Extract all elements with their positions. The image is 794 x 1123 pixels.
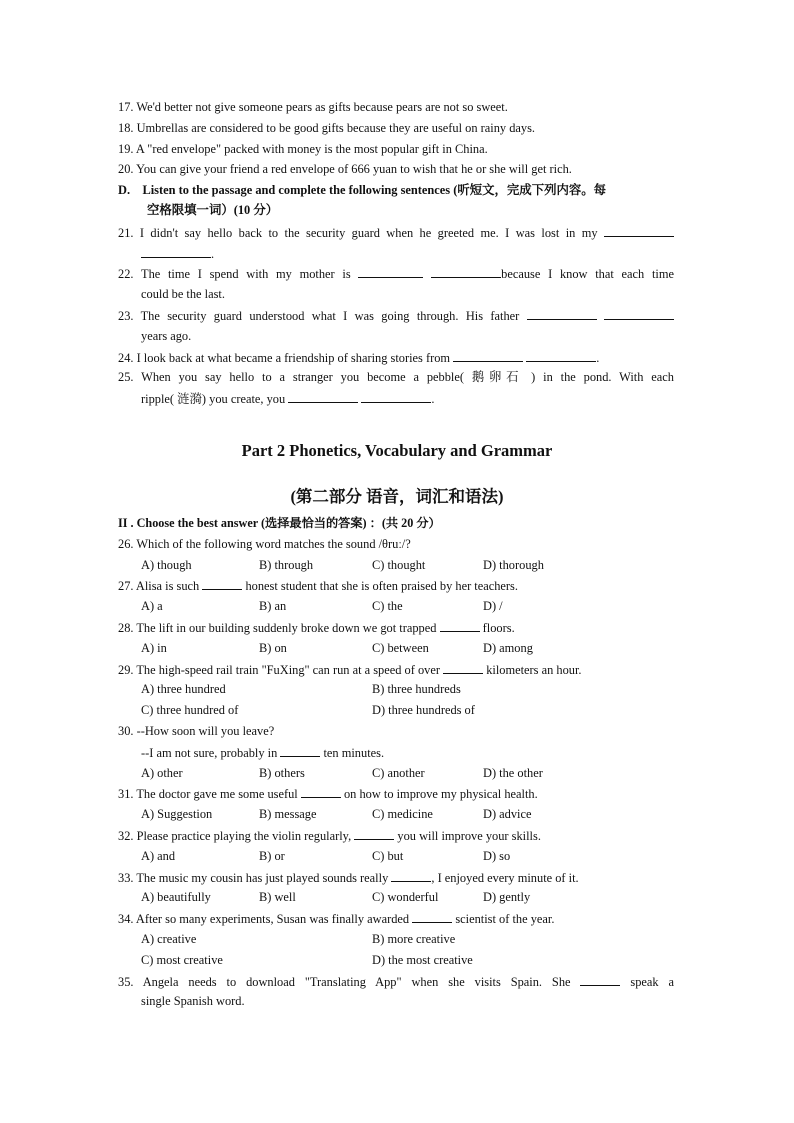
question-23	[118, 308, 674, 324]
option-d[interactable]: D) thorough	[483, 558, 544, 572]
question-35	[118, 974, 674, 990]
question-27	[118, 578, 674, 594]
answer-blank[interactable]	[443, 662, 483, 674]
question-21-cont	[141, 246, 674, 262]
question-30-text: --I am not sure, probably in	[141, 746, 278, 760]
option-b[interactable]: B) three hundreds	[372, 682, 461, 696]
question-22-mid: because I know that each time	[501, 267, 674, 281]
answer-blank[interactable]	[141, 246, 211, 258]
question-18: 18. Umbrellas are considered to be good gifts because they are useful on rainy days.	[118, 121, 536, 135]
question-28-rest: floors.	[482, 621, 515, 635]
question-35-rest: speak a	[630, 975, 674, 989]
question-24-end: .	[596, 351, 600, 365]
option-c[interactable]: C) most creative	[141, 953, 223, 967]
section-d-line1: Listen to the passage and complete the following sentences (听短文，完成下列内容。每	[142, 183, 607, 197]
question-25-text: ripple( 涟漪) you create, you	[141, 392, 286, 406]
question-30-rest: ten minutes.	[323, 746, 385, 760]
question-33-rest: , I enjoyed every minute of it.	[431, 871, 579, 885]
question-30-cont	[141, 745, 674, 761]
question-21-end: .	[211, 247, 215, 261]
question-25-end: .	[431, 392, 435, 406]
question-29-rest: kilometers an hour.	[486, 663, 582, 677]
answer-blank[interactable]	[526, 350, 596, 362]
question-27-rest: honest student that she is often praised by her teachers.	[245, 579, 518, 593]
question-34	[118, 911, 674, 927]
option-c[interactable]: C) but	[372, 849, 404, 863]
question-23-cont: years ago.	[141, 329, 192, 343]
option-d[interactable]: D) /	[483, 599, 503, 613]
option-c[interactable]: C) wonderful	[372, 890, 439, 904]
option-b[interactable]: B) or	[259, 849, 285, 863]
answer-blank[interactable]	[431, 266, 501, 278]
question-32	[118, 828, 674, 844]
answer-blank[interactable]	[354, 828, 394, 840]
question-21	[118, 225, 674, 241]
question-28-text: 28. The lift in our building suddenly broke down we got trapped	[118, 621, 437, 635]
option-c[interactable]: C) three hundred of	[141, 703, 239, 717]
option-b[interactable]: B) through	[259, 558, 314, 572]
answer-blank[interactable]	[361, 391, 431, 403]
question-29-text: 29. The high-speed rail train "FuXing" can run at a speed of over	[118, 663, 440, 677]
option-a[interactable]: A) a	[141, 599, 163, 613]
option-a[interactable]: A) and	[141, 849, 176, 863]
answer-blank[interactable]	[391, 870, 431, 882]
option-d[interactable]: D) the most creative	[372, 953, 473, 967]
answer-blank[interactable]	[604, 225, 674, 237]
option-b[interactable]: B) an	[259, 599, 287, 613]
option-c[interactable]: C) between	[372, 641, 429, 655]
part2-subtitle: (第二部分 语音，词汇和语法)	[290, 487, 504, 506]
option-d[interactable]: D) among	[483, 641, 533, 655]
answer-blank[interactable]	[440, 620, 480, 632]
option-d[interactable]: D) gently	[483, 890, 531, 904]
option-b[interactable]: B) well	[259, 890, 296, 904]
option-b[interactable]: B) on	[259, 641, 287, 655]
section-d-line2: 空格限填一词）(10 分）	[147, 203, 279, 217]
answer-blank[interactable]	[358, 266, 423, 278]
option-b[interactable]: B) more creative	[372, 932, 456, 946]
option-c[interactable]: C) medicine	[372, 807, 433, 821]
option-b[interactable]: B) others	[259, 766, 305, 780]
option-d[interactable]: D) the other	[483, 766, 543, 780]
question-35-cont: single Spanish word.	[141, 994, 245, 1008]
question-26: 26. Which of the following word matches the sound /θruː/?	[118, 537, 411, 551]
option-c[interactable]: C) the	[372, 599, 403, 613]
option-a[interactable]: A) other	[141, 766, 183, 780]
option-a[interactable]: A) creative	[141, 932, 197, 946]
option-a[interactable]: A) Suggestion	[141, 807, 213, 821]
option-a[interactable]: A) three hundred	[141, 682, 226, 696]
question-22	[118, 266, 674, 282]
question-24-text: 24. I look back at what became a friendship of sharing stories from	[118, 351, 451, 365]
question-29	[118, 662, 674, 678]
question-22-cont: could be the last.	[141, 287, 225, 301]
question-32-text: 32. Please practice playing the violin regularly,	[118, 829, 352, 843]
option-c[interactable]: C) thought	[372, 558, 426, 572]
option-d[interactable]: D) advice	[483, 807, 532, 821]
option-a[interactable]: A) in	[141, 641, 167, 655]
part2-title: Part 2 Phonetics, Vocabulary and Grammar	[241, 441, 553, 460]
answer-blank[interactable]	[202, 578, 242, 590]
answer-blank[interactable]	[604, 308, 674, 320]
option-a[interactable]: A) beautifully	[141, 890, 211, 904]
question-22-text: 22. The time I spend with my mother is	[118, 267, 351, 281]
option-a[interactable]: A) though	[141, 558, 192, 572]
answer-blank[interactable]	[301, 786, 341, 798]
answer-blank[interactable]	[412, 911, 452, 923]
question-31-text: 31. The doctor gave me some useful	[118, 787, 298, 801]
question-34-rest: scientist of the year.	[455, 912, 555, 926]
question-19: 19. A "red envelope" packed with money is the most popular gift in China.	[118, 142, 488, 156]
section-d-label: D.	[118, 183, 131, 197]
section-ii-heading: II . Choose the best answer (选择最恰当的答案) ：(共 20 分）	[118, 516, 441, 530]
question-27-text: 27. Alisa is such	[118, 579, 200, 593]
option-d[interactable]: D) so	[483, 849, 511, 863]
question-30: 30. --How soon will you leave?	[118, 724, 275, 738]
question-31-rest: on how to improve my physical health.	[343, 787, 538, 801]
question-34-text: 34. After so many experiments, Susan was finally awarded	[118, 912, 410, 926]
question-23-text: 23. The security guard understood what I was going through. His father	[118, 309, 520, 323]
answer-blank[interactable]	[453, 350, 523, 362]
section-d-heading	[118, 180, 674, 220]
question-21-text: 21. I didn't say hello back to the security guard when he greeted me. I was lost in my	[118, 226, 598, 240]
question-20: 20. You can give your friend a red envelope of 666 yuan to wish that he or she will get rich.	[118, 162, 572, 176]
answer-blank[interactable]	[280, 745, 320, 757]
question-32-rest: you will improve your skills.	[397, 829, 541, 843]
option-b[interactable]: B) message	[259, 807, 317, 821]
option-d[interactable]: D) three hundreds of	[372, 703, 475, 717]
question-33	[118, 870, 674, 886]
answer-blank[interactable]	[527, 308, 597, 320]
question-31	[118, 786, 674, 802]
question-25: 25. When you say hello to a stranger you become a pebble( 鹅卵石 ) in the pond. With each	[118, 370, 674, 384]
question-28	[118, 620, 674, 636]
option-c[interactable]: C) another	[372, 766, 425, 780]
answer-blank[interactable]	[580, 974, 620, 986]
question-24	[118, 350, 674, 366]
question-17: 17. We'd better not give someone pears as gifts because pears are not so sweet.	[118, 100, 508, 114]
question-25-cont	[141, 391, 674, 407]
question-33-text: 33. The music my cousin has just played sounds really	[118, 871, 389, 885]
answer-blank[interactable]	[288, 391, 358, 403]
question-35-text: 35. Angela needs to download "Translating App" when she visits Spain. She	[118, 975, 571, 989]
